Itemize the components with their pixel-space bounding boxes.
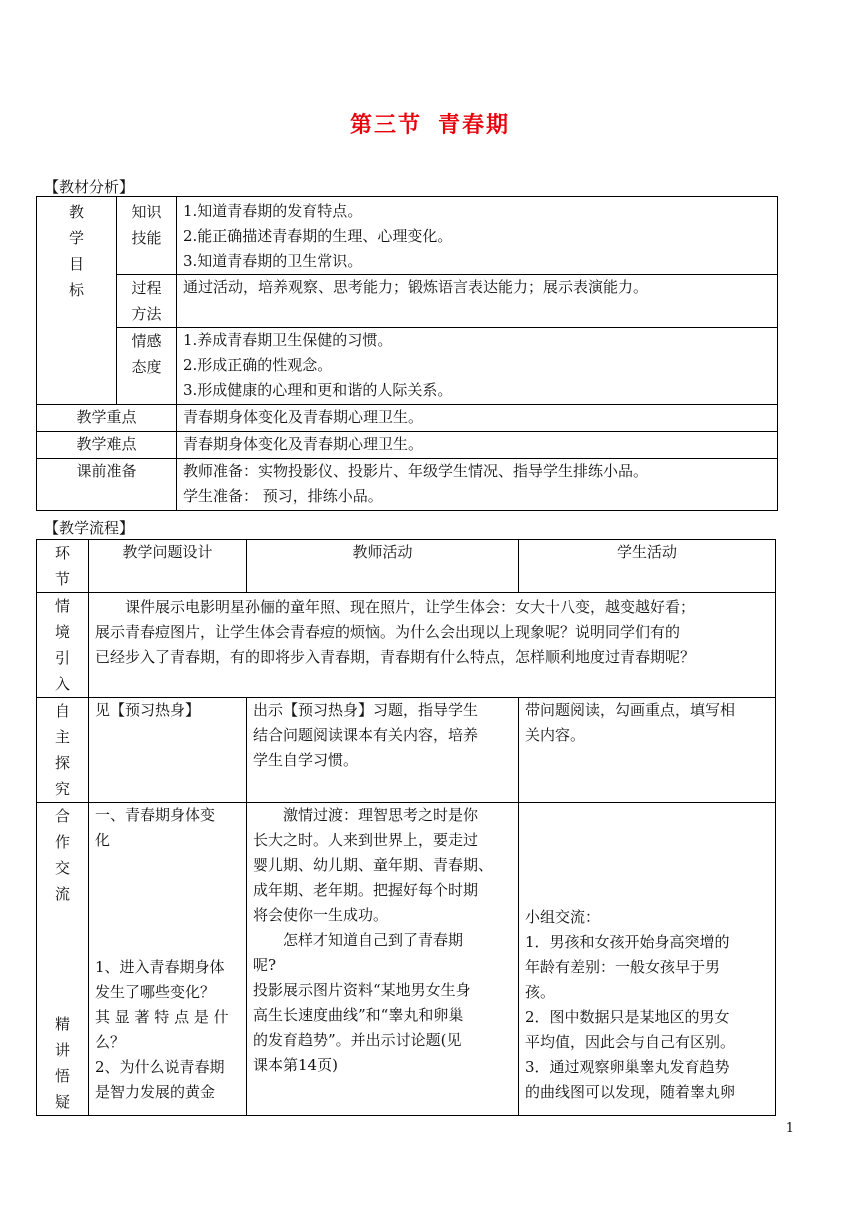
cooperate-design: 一、青春期身体变 化 1、进入青春期身体 发生了哪些变化？ 其 显 著 特 点 是 什 么？ 2、为什么说青春期 是智力发展的黄金 bbox=[89, 803, 247, 1116]
knowledge-item: 1.知道青春期的发育特点。 bbox=[183, 202, 363, 220]
page-number: 1 bbox=[785, 1121, 794, 1136]
explore-stage: 自 主 探 究 bbox=[37, 698, 89, 803]
emotion-item: 2.形成正确的性观念。 bbox=[183, 356, 333, 374]
process-label: 过程 方法 bbox=[117, 275, 177, 328]
header-student: 学生活动 bbox=[519, 540, 776, 593]
knowledge-label: 知识 技能 bbox=[117, 197, 177, 275]
section-label-analysis: 【教材分析】 bbox=[44, 178, 135, 196]
key-point-content: 青春期身体变化及青春期心理卫生。 bbox=[177, 405, 778, 432]
process-content: 通过活动，培养观察、思考能力；锻炼语言表达能力；展示表演能力。 bbox=[177, 275, 778, 328]
knowledge-item: 2.能正确描述青春期的生理、心理变化。 bbox=[183, 227, 453, 245]
key-point-label: 教学重点 bbox=[37, 405, 177, 432]
difficulty-content: 青春期身体变化及青春期心理卫生。 bbox=[177, 432, 778, 459]
header-teacher: 教师活动 bbox=[247, 540, 519, 593]
prep-label: 课前准备 bbox=[37, 459, 177, 511]
header-design: 教学问题设计 bbox=[89, 540, 247, 593]
flow-table bbox=[36, 539, 776, 1116]
title-part2: 青春期 bbox=[438, 113, 511, 138]
title-part1: 第三节 bbox=[349, 113, 422, 138]
emotion-content bbox=[177, 328, 778, 405]
knowledge-item: 3.知道青春期的卫生常识。 bbox=[183, 252, 363, 270]
intro-line: 课件展示电影明星孙俪的童年照、现在照片，让学生体会：女大十八变，越变越好看； bbox=[125, 598, 696, 616]
analysis-table bbox=[36, 196, 778, 511]
cooperate-student: 小组交流： 1．男孩和女孩开始身高突增的 年龄有差别：一般女孩早于男 孩。 2．图中数据只是某地区的男女 平均值，因此会与自己有区别。 3．通过观察卵巢睾丸发育趋势 的曲线图可以发现，随着睾丸卵 bbox=[519, 803, 776, 1116]
cooperate-teacher: 激情过渡：理智思考之时是你 长大之时。人来到世界上，要走过 婴儿期、幼儿期、童年期、青春期、 成年期、老年期。把握好每个时期 将会使你一生成功。 怎样才知道自己到了青春期 呢? 投影展示图片资料“某地男女生身 高生长速度曲线”和“睾丸和卵巢 的发育趋势”。并出示讨论题(见 课本第14页) bbox=[247, 803, 519, 1116]
intro-content bbox=[89, 593, 776, 698]
emotion-item: 3.形成健康的心理和更和谐的人际关系。 bbox=[183, 381, 453, 399]
knowledge-content bbox=[177, 197, 778, 275]
difficulty-label: 教学难点 bbox=[37, 432, 177, 459]
emotion-label: 情感 态度 bbox=[117, 328, 177, 405]
explore-student: 带问题阅读，勾画重点，填写相 关内容。 bbox=[519, 698, 776, 803]
prep-content bbox=[177, 459, 778, 511]
intro-stage: 情 境 引 入 bbox=[37, 593, 89, 698]
page-title bbox=[0, 108, 860, 139]
intro-line: 已经步入了青春期，有的即将步入青春期，青春期有什么特点，怎样顺利地度过青春期呢？ bbox=[95, 648, 696, 666]
explore-teacher: 出示【预习热身】习题，指导学生 结合问题阅读课本有关内容，培养 学生自学习惯。 bbox=[247, 698, 519, 803]
cooperate-stage: 合 作 交 流 精 讲 悟 疑 bbox=[37, 803, 89, 1116]
prep-line: 学生准备： 预习，排练小品。 bbox=[183, 487, 383, 505]
section-label-flow: 【教学流程】 bbox=[44, 519, 135, 537]
prep-line: 教师准备：实物投影仪、投影片、年级学生情况、指导学生排练小品。 bbox=[183, 462, 649, 480]
intro-line: 展示青春痘图片，让学生体会青春痘的烦恼。为什么会出现以上现象呢？说明同学们有的 bbox=[95, 623, 681, 641]
goals-label: 教 学 目 标 bbox=[37, 197, 117, 405]
explore-design: 见【预习热身】 bbox=[89, 698, 247, 803]
emotion-item: 1.养成青春期卫生保健的习惯。 bbox=[183, 331, 393, 349]
header-stage: 环 节 bbox=[37, 540, 89, 593]
